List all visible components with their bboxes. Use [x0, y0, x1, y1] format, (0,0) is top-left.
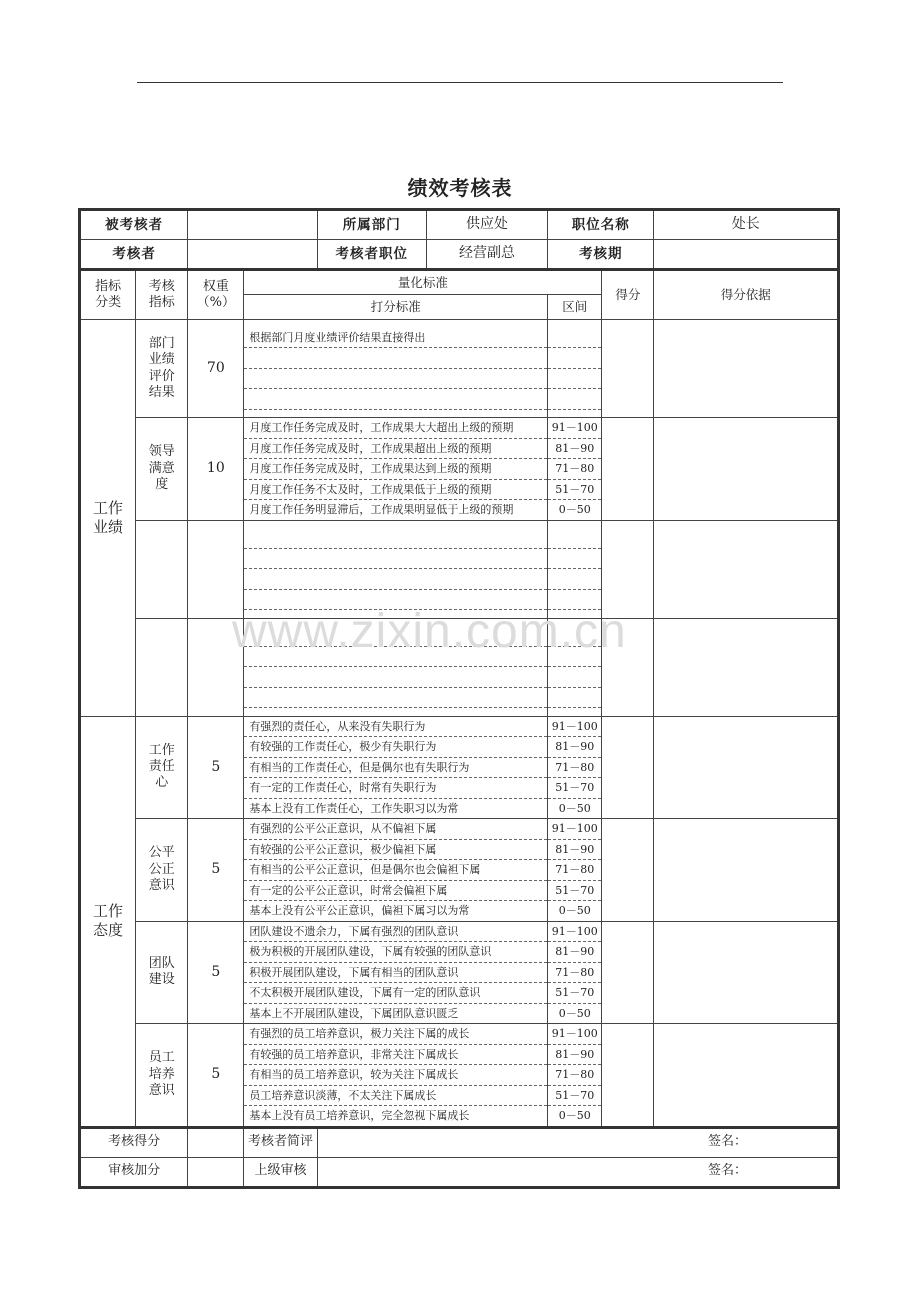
- range-cell: [548, 520, 602, 618]
- bonus-label: 审核加分: [80, 1157, 188, 1187]
- range-line: 71－80: [548, 963, 601, 984]
- range-line: 0－50: [558, 503, 591, 516]
- score-cell[interactable]: [602, 921, 654, 1024]
- score-total-label: 考核得分: [80, 1127, 188, 1157]
- criteria-line: [244, 369, 547, 390]
- score-cell[interactable]: [602, 618, 654, 716]
- page-title: 绩效考核表: [407, 176, 513, 200]
- range-line: [548, 389, 601, 410]
- column-header-row-1: [80, 270, 839, 295]
- criteria-line: 月度工作任务完成及时，工作成果达到上级的预期: [244, 459, 547, 480]
- range-cell: [548, 921, 602, 1024]
- criteria-cell: [244, 716, 548, 819]
- range-line: 91－100: [548, 418, 601, 439]
- range-line: 51－70: [548, 1086, 601, 1107]
- indicator-name: [136, 320, 188, 418]
- criteria-line: 有强烈的责任心，从来没有失职行为: [244, 717, 547, 738]
- footer-row-1: [80, 1127, 839, 1157]
- basis-cell[interactable]: [654, 1024, 839, 1128]
- range-line: [548, 348, 601, 369]
- criteria-cell: [244, 418, 548, 521]
- range-cell: [548, 1024, 602, 1128]
- examiner-field[interactable]: [188, 240, 317, 270]
- range-line: 51－70: [548, 480, 601, 501]
- col-category: [80, 270, 136, 320]
- range-cell: [548, 618, 602, 716]
- indicator-name-text: 团队建设: [148, 956, 175, 988]
- criteria-line: 基本上没有员工培养意识，完全忽视下属成长: [249, 1109, 470, 1122]
- section-performance-label: 工作业绩: [93, 499, 124, 536]
- criteria-line: 有相当的工作责任心，但是偶尔也有失职行为: [244, 758, 547, 779]
- criteria-cell: [244, 1024, 548, 1128]
- range-line: 81－90: [548, 840, 601, 861]
- col-weight-line1: 权重: [202, 278, 229, 294]
- item-row: [80, 819, 839, 922]
- signature-label: 签名：: [707, 1163, 747, 1179]
- examinee-field[interactable]: [188, 210, 317, 240]
- criteria-line: 极为积极的开展团队建设，下属有较强的团队意识: [244, 942, 547, 963]
- range-line: 81－90: [548, 737, 601, 758]
- criteria-line: 基本上没有工作责任心，工作失职习以为常: [249, 801, 459, 815]
- criteria-line: 月度工作任务完成及时，工作成果超出上级的预期: [244, 439, 547, 460]
- basis-cell[interactable]: [654, 320, 839, 418]
- range-line: 91－100: [548, 717, 601, 738]
- item-row: [80, 618, 839, 716]
- weight-value: 5: [188, 921, 244, 1024]
- col-weight-line2: （%）: [196, 295, 236, 310]
- col-range: 区间: [548, 295, 602, 320]
- criteria-line: 积极开展团队建设，下属有相当的团队意识: [244, 963, 547, 984]
- criteria-line: 月度工作任务明显滞后，工作成果明显低于上级的预期: [249, 503, 514, 516]
- range-line: 71－80: [548, 758, 601, 779]
- criteria-cell: [244, 320, 548, 418]
- criteria-cell: [244, 921, 548, 1024]
- criteria-line: [244, 647, 547, 668]
- criteria-line: 有较强的员工培养意识，非常关注下属成长: [244, 1045, 547, 1066]
- range-line: [548, 667, 601, 688]
- basis-cell[interactable]: [654, 716, 839, 819]
- range-cell: [548, 819, 602, 922]
- score-total-field[interactable]: [188, 1127, 244, 1157]
- bonus-field[interactable]: [188, 1157, 244, 1187]
- watermark: www.zixin.com.cn: [232, 605, 627, 658]
- weight-value: 10: [188, 418, 244, 521]
- item-row: [80, 921, 839, 1024]
- criteria-cell: [244, 618, 548, 716]
- section-attitude-label: 工作态度: [93, 902, 124, 939]
- indicator-name-text: 部门业绩评价结果: [148, 336, 175, 400]
- weight-value: 70: [188, 320, 244, 418]
- criteria-line: 有一定的工作责任心，时常有失职行为: [244, 778, 547, 799]
- examiner-position-field[interactable]: 经营副总: [426, 240, 547, 270]
- indicator-name: [136, 418, 188, 521]
- range-line: [548, 590, 601, 611]
- range-line: 71－80: [548, 459, 601, 480]
- criteria-line: 团队建设不遗余力，下属有强烈的团队意识: [244, 922, 547, 943]
- criteria-line: 不太积极开展团队建设，下属有一定的团队意识: [244, 983, 547, 1004]
- header-row-1: [80, 210, 839, 240]
- item-row: [80, 1024, 839, 1128]
- indicator-name-text: 工作责任心: [148, 742, 175, 791]
- range-line: 51－70: [548, 778, 601, 799]
- col-basis: 得分依据: [654, 270, 839, 320]
- range-line: [548, 647, 601, 668]
- item-row: [80, 320, 839, 418]
- range-line: [548, 549, 601, 570]
- criteria-line: [244, 549, 547, 570]
- examinee-label: 被考核者: [80, 210, 188, 240]
- range-line: [548, 528, 601, 549]
- period-field[interactable]: [654, 240, 839, 270]
- range-line: 91－100: [548, 1024, 601, 1045]
- review-label: 上级审核: [244, 1157, 317, 1187]
- basis-cell[interactable]: [654, 418, 839, 521]
- signature-label: 签名：: [707, 1134, 747, 1150]
- indicator-name[interactable]: [136, 520, 188, 618]
- criteria-cell: [244, 819, 548, 922]
- criteria-line: 月度工作任务不太及时，工作成果低于上级的预期: [244, 480, 547, 501]
- basis-cell[interactable]: [654, 921, 839, 1024]
- score-cell[interactable]: [602, 1024, 654, 1128]
- position-field[interactable]: 处长: [654, 210, 839, 240]
- criteria-line: 基本上没有公平公正意识，偏袒下属习以为常: [249, 904, 470, 917]
- criteria-line: [244, 569, 547, 590]
- item-row: [80, 418, 839, 521]
- examiner-position-label: 考核者职位: [317, 240, 426, 270]
- range-line: [548, 688, 601, 709]
- criteria-line: [244, 348, 547, 369]
- range-line: 51－70: [548, 983, 601, 1004]
- weight-value[interactable]: [188, 520, 244, 618]
- col-scoring: 打分标准: [244, 295, 548, 320]
- col-weight: [188, 270, 244, 320]
- comment-label: 考核者简评: [244, 1127, 317, 1157]
- criteria-line: [244, 389, 547, 410]
- criteria-line: 员工培养意识淡薄，不太关注下属成长: [244, 1086, 547, 1107]
- score-cell[interactable]: [602, 320, 654, 418]
- weight-value[interactable]: [188, 618, 244, 716]
- indicator-name: [136, 1024, 188, 1128]
- criteria-line: [244, 688, 547, 709]
- range-line: 71－80: [548, 1065, 601, 1086]
- review-field[interactable]: [317, 1157, 838, 1187]
- range-line: 51－70: [548, 881, 601, 902]
- item-row: [80, 716, 839, 819]
- section-attitude: [80, 716, 136, 1127]
- criteria-line: 有较强的工作责任心，极少有失职行为: [244, 737, 547, 758]
- criteria-line: [244, 590, 547, 611]
- weight-value: 5: [188, 1024, 244, 1128]
- criteria-line: [244, 528, 547, 549]
- indicator-name: [136, 921, 188, 1024]
- range-line: 81－90: [548, 942, 601, 963]
- col-quant: 量化标准: [244, 270, 602, 295]
- range-line: 0－50: [558, 801, 591, 815]
- criteria-line: 有相当的公平公正意识，但是偶尔也会偏袒下属: [244, 860, 547, 881]
- col-score: 得分: [602, 270, 654, 320]
- criteria-line: 有强烈的员工培养意识，极力关注下属的成长: [244, 1024, 547, 1045]
- range-line: 0－50: [558, 1109, 591, 1122]
- header-row-2: [80, 240, 839, 270]
- period-label: 考核期: [548, 240, 654, 270]
- criteria-line: 有较强的公平公正意识，极少偏袒下属: [244, 840, 547, 861]
- score-cell[interactable]: [602, 716, 654, 819]
- examiner-label: 考核者: [80, 240, 188, 270]
- criteria-line: 月度工作任务完成及时，工作成果大大超出上级的预期: [244, 418, 547, 439]
- range-line: 0－50: [558, 1006, 591, 1020]
- section-performance: [80, 320, 136, 717]
- range-line: [548, 569, 601, 590]
- score-cell[interactable]: [602, 819, 654, 922]
- range-line: [548, 626, 601, 647]
- department-field[interactable]: 供应处: [426, 210, 547, 240]
- department-label: 所属部门: [317, 210, 426, 240]
- range-cell: [548, 320, 602, 418]
- indicator-name: [136, 716, 188, 819]
- indicator-name-text: 领导满意度: [148, 444, 175, 492]
- range-line: 71－80: [548, 860, 601, 881]
- score-cell[interactable]: [602, 418, 654, 521]
- footer-row-2: [80, 1157, 839, 1187]
- weight-value: 5: [188, 819, 244, 922]
- range-line: 81－90: [548, 439, 601, 460]
- indicator-name: [136, 819, 188, 922]
- col-category-line2: 分类: [95, 295, 122, 310]
- criteria-line: [244, 626, 547, 647]
- indicator-name[interactable]: [136, 618, 188, 716]
- range-line: [548, 328, 601, 349]
- item-row: [80, 520, 839, 618]
- range-line: 0－50: [558, 904, 591, 917]
- position-label: 职位名称: [548, 210, 654, 240]
- col-indicator-line2: 指标: [148, 295, 175, 310]
- weight-value: 5: [188, 716, 244, 819]
- criteria-line: [244, 667, 547, 688]
- appraisal-table: [78, 208, 840, 1189]
- criteria-line: 根据部门月度业绩评价结果直接得出: [244, 328, 547, 349]
- range-cell: [548, 418, 602, 521]
- range-line: 81－90: [548, 1045, 601, 1066]
- criteria-cell: [244, 520, 548, 618]
- range-line: 91－100: [548, 922, 601, 943]
- criteria-line: 有一定的公平公正意识，时常会偏袒下属: [244, 881, 547, 902]
- top-rule: [137, 82, 783, 83]
- criteria-line: 有强烈的公平公正意识，从不偏袒下属: [244, 819, 547, 840]
- basis-cell[interactable]: [654, 618, 839, 716]
- col-indicator-line1: 考核: [148, 278, 175, 294]
- range-line: [548, 369, 601, 390]
- basis-cell[interactable]: [654, 819, 839, 922]
- criteria-line: 基本上不开展团队建设，下属团队意识匮乏: [249, 1006, 459, 1020]
- criteria-line: 有相当的员工培养意识，较为关注下属成长: [244, 1065, 547, 1086]
- score-cell[interactable]: [602, 520, 654, 618]
- indicator-name-text: 员工培养意识: [148, 1050, 175, 1098]
- col-category-line1: 指标: [95, 278, 122, 294]
- range-cell: [548, 716, 602, 819]
- col-indicator: [136, 270, 188, 320]
- basis-cell[interactable]: [654, 520, 839, 618]
- indicator-name-text: 公平公正意识: [148, 845, 175, 893]
- range-line: 91－100: [548, 819, 601, 840]
- comment-field[interactable]: [317, 1127, 838, 1157]
